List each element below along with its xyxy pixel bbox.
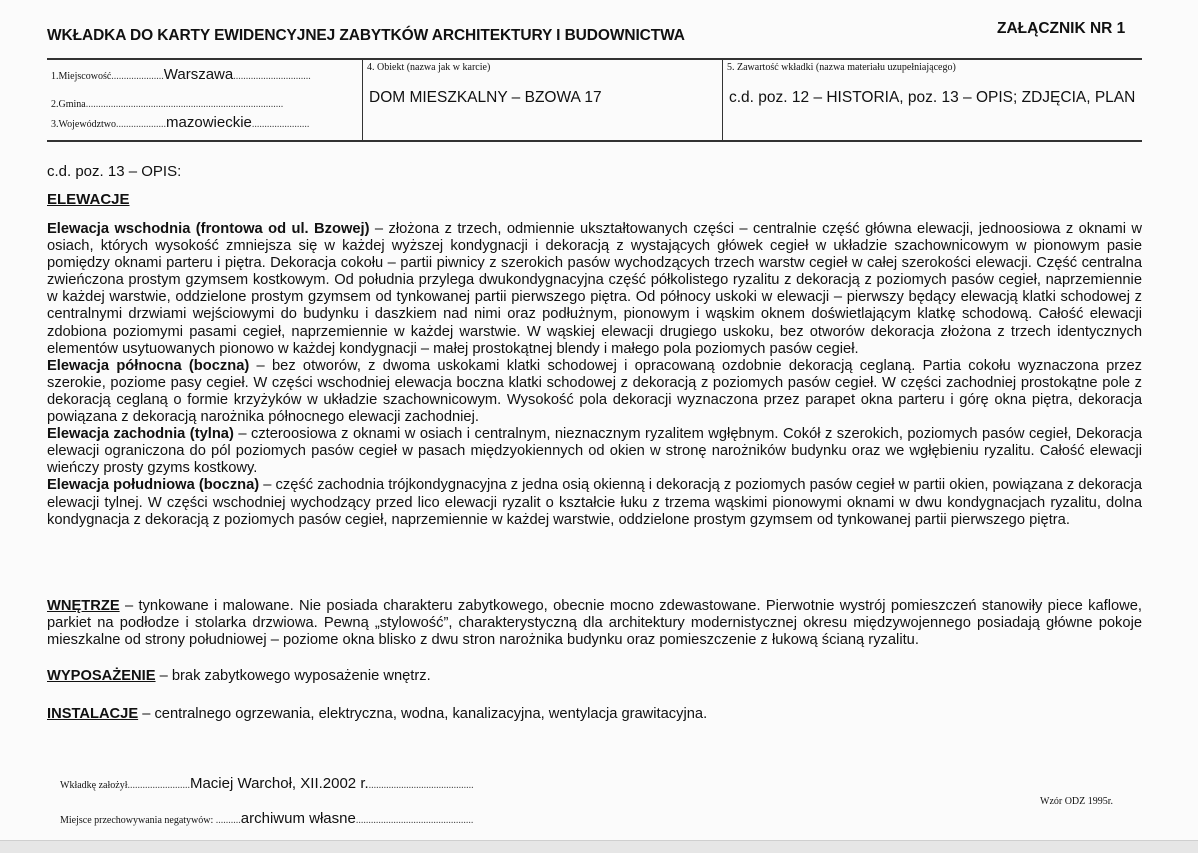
installations-section [47,706,1142,723]
author-value: Maciej Warchoł, XII.2002 r. [189,775,369,792]
equipment-section [47,668,1142,685]
document-title: WKŁADKA DO KARTY EWIDENCYJNEJ ZABYTKÓW ARCHITEKTURY I BUDOWNICTWA [47,27,685,44]
header-form-table [47,58,1142,142]
object-value: DOM MIESZKALNY – BZOWA 17 [369,89,602,106]
elevation-south [47,477,1142,528]
installations-heading: INSTALACJE [47,706,139,722]
annex-number: ZAŁĄCZNIK NR 1 [997,20,1126,37]
contents-value: c.d. poz. 12 – HISTORIA, poz. 13 – OPIS; ZDJĘCIA, PLAN [729,89,1136,106]
voivodeship-label: 3.Województwo [51,119,117,130]
locality-value: Warszawa [163,66,234,83]
elevation-north [47,358,1142,426]
elevation-east-heading: Elewacja wschodnia (frontowa od ul. Bzowej) [47,221,370,237]
elevation-west [47,426,1142,477]
negatives-label: Miejsce przechowywania negatywów: [60,815,214,826]
commune-field: 2.Gmina............................................................................... [51,99,284,110]
template-version: Wzór ODZ 1995r. [1040,796,1114,807]
object-column [362,60,723,140]
contents-column [722,60,1142,140]
author-field: Wkładkę założył.........................Maciej Warchoł, XII.2002 r........................................... [60,775,474,792]
equipment-heading: WYPOSAŻENIE [47,668,156,684]
negatives-field: Miejsce przechowywania negatywów: ..........archiwum własne............................................... [60,810,474,827]
elevation-north-text: – bez otworów, z dwoma uskokami klatki schodowej i opracowaną ozdobnie dekoracją ceglaną. Partia cokołu wyznaczona przez szerokie, poziome pasy cegieł. W części wschodniej elewacja boczna klatki schodowej z dekoracją z poziomych pasów cegieł. W części zachodniej prostokątne pole z dekoracją ceglaną o formie krzyżyków w układzie szachownicowym. Wysokość pola dekoracji wyznaczona przez parapet okna parteru i górę okna piętra, dekoracja powiązana z dekoracją narożnika północnego elewacji zachodniej. [47,357,1142,426]
installations-text: – centralnego ogrzewania, elektryczna, wodna, kanalizacyjna, wentylacja grawitacyjna. [138,706,708,722]
interior-text: – tynkowane i malowane. Nie posiada charakteru zabytkowego, obecnie mocno zdewastowane. Pierwotnie wystrój pomieszczeń stanowiły piece kaflowe, parkiet na podłodze i stolarka drzwiowa. Pewną „stylowość”, charakterystyczną dla architektury modernistycznej okresu międzywojennego posiadają główne pokoje mieszkalne od strony południowej – poziome okna blisko z dwu stron narożnika budynku oraz pomieszczenie z łukową ścianą ryzalitu. [47,598,1142,649]
commune-label: 2.Gmina [51,99,86,110]
scan-edge [0,840,1198,853]
elevation-north-heading: Elewacja północna (boczna) [47,357,250,374]
equipment-text: – brak zabytkowego wyposażenie wnętrz. [155,668,431,684]
author-label: Wkładkę założył [60,780,128,791]
elevation-south-text: – część zachodnia trójkondygnacyjna z jedna osią okienną i dekoracją z poziomych pasów cegieł w partii okien, powiązana z dekoracja elewacji tylnej. W części wschodniej wychodzący przed lico elewacji ryzalit o kształcie łuku z trzema wąskimi pionowymi oknami w dwu kondygnacjach ryzalitu, dolna kondygnacja z dekoracją z poziomych pasów cegieł, naprzemiennie w każdej warstwie, oddzielone prostym gzymsem od tynkowanej partii pierwszego piętra. [47,477,1142,528]
interior-section [47,598,1142,649]
object-label: 4. Obiekt (nazwa jak w karcie) [367,62,491,73]
continuation-label: c.d. poz. 13 – OPIS: [47,163,182,180]
elevations-description [47,221,1142,529]
elevation-east-text: – złożona z trzech, odmiennie ukształtowanych części – centralnie część główna elewacji, jednoosiowa z oknami w osiach, których wysokość zmniejsza się w każdej wyższej kondygnacji i dekoracją z wystających główek cegieł w układzie szachownicowym w pionowym pasie pomiędzy oknami parteru i piętra. Dekoracja cokołu – partii piwnicy z szerokich pasów wychodzących trzech warstw cegieł w całej szerokości elewacji. Część centralna zwieńczona prostym gzymsem kostkowym. Od południa przylega dwukondygnacyjna część półkolistego ryzalitu z dekoracją z poziomych pasów cegieł, naprzemiennie w każdej warstwie, oddzielone prostym gzymsem od tynkowanej partii pierwszego piętra. Od północy uskoki w elewacji – pierwszy będący elewacją klatki schodowej z centralnymi drzwiami wejściowymi do budynku i daszkiem nad nimi oraz podłużnym, pionowym i wąskim oknem doświetlającym klatkę schodową. Całość elewacji zdobiona poziomymi pasami cegieł, naprzemiennie w każdej warstwie. W wąskiej elewacji drugiego uskoku, bez otworów dekoracja złożona z trzech identycznych elementów usytuowanych pionowo w każdej kondygnacji – małej prostokątnej blendy i małego pola poziomych pasów cegieł. [47,221,1142,357]
interior-heading: WNĘTRZE [47,598,120,614]
elevation-south-heading: Elewacja południowa (boczna) [47,477,260,494]
location-column [47,60,362,140]
voivodeship-field: 3.Województwo....................mazowieckie....................... [51,114,310,131]
elevation-east [47,221,1142,358]
elevations-heading: ELEWACJE [47,191,130,208]
elevation-west-heading: Elewacja zachodnia (tylna) [47,426,234,443]
contents-label: 5. Zawartość wkładki (nazwa materiału uzupełniającego) [727,62,956,73]
negatives-value: archiwum własne [240,810,356,827]
voivodeship-value: mazowieckie [166,114,252,131]
elevation-west-text: – czteroosiowa z oknami w osiach i centralnym, nieznacznym ryzalitem wgłębnym. Cokół z szerokich, poziomych pasów cegieł, Dekoracja elewacji ograniczona do pól poziomych pasów cegieł w pasach międzyokiennych od okien w stronę narożników budynku oraz we wgłębieniu ryzalitu. Całość elewacji wieńczy prosty gzyms kostkowy. [47,426,1142,477]
locality-label: 1.Miejscowość [51,71,112,82]
locality-field: 1.Miejscowość.....................Warszawa............................... [51,66,311,83]
